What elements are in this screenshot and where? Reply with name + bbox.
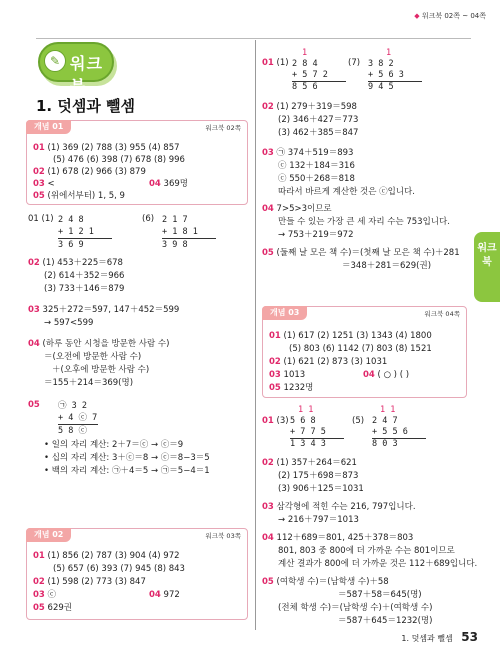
workbook-logo: ✎ 워크북 — [36, 42, 116, 86]
vertical-addition: 1 1 2 4 7 + 5 5 6 8 0 3 — [372, 405, 426, 450]
concept-box-03 — [262, 306, 467, 398]
workbook-ref: 워크북 04쪽 — [424, 310, 460, 318]
concept-label: 개념 03 — [262, 306, 307, 320]
concept-label: 개념 02 — [26, 528, 71, 542]
pencil-hand-icon: ✎ — [44, 50, 66, 72]
answer-line: ⓒ 132＋184＝316 — [278, 161, 355, 171]
answer-line: 04 112＋689＝801, 425＋378＝803 — [262, 533, 414, 543]
vertical-addition: 1 2 8 4 + 5 7 2 8 5 6 — [292, 48, 346, 93]
answer-line: → 753＋219＝972 — [278, 230, 354, 240]
workbook-side-tab[interactable]: 워크북 — [474, 232, 500, 302]
page-number: 53 — [461, 630, 478, 644]
question-sub: (5) — [352, 416, 365, 426]
workbook-ref: 워크북 02쪽 — [205, 124, 241, 132]
answer-line: 03 ⓒ — [33, 590, 57, 600]
answer-line: (5) 657 (6) 393 (7) 945 (8) 843 — [53, 564, 185, 574]
answer-line: 04 972 — [149, 590, 180, 600]
concept-label: 개념 01 — [26, 120, 71, 134]
answer-line: 03 < — [33, 179, 55, 189]
vertical-addition: 2 4 8 + 1 2 1 3 6 9 — [58, 214, 112, 251]
answer-line: 01 (1) 617 (2) 1251 (3) 1343 (4) 1800 — [269, 331, 432, 341]
answer-line: 04 ( ○ ) ( ) — [363, 370, 410, 380]
footer-section: 1. 덧셈과 뺄셈 — [401, 634, 453, 643]
answer-line: 05 1232명 — [269, 383, 314, 393]
answer-line: 계산 결과가 800에 더 가까운 것은 112＋689입니다. — [278, 559, 478, 569]
question-sub: (6) — [142, 214, 155, 224]
answer-line: 05 (여학생 수)＝(남학생 수)＋58 — [262, 577, 389, 587]
column-divider — [255, 40, 256, 630]
answer-line: 만들 수 있는 가장 큰 세 자리 수는 753입니다. — [278, 217, 450, 227]
answer-line: ＋(오후에 방문한 사람 수) — [52, 365, 150, 375]
answer-line: • 일의 자리 계산: 2＋7＝ⓒ → ⓒ＝9 — [44, 440, 184, 450]
vertical-addition: 1 1 5 6 8 + 7 7 5 1 3 4 3 — [290, 405, 344, 450]
header-divider — [36, 38, 471, 39]
answer-line: 03 325＋272＝597, 147＋452＝599 — [28, 305, 180, 315]
answer-line: 02 (1) 598 (2) 773 (3) 847 — [33, 577, 146, 587]
answer-line: → 216＋797＝1013 — [278, 515, 359, 525]
answer-line: • 백의 자리 계산: ㉠＋4＝5 → ㉠＝5−4＝1 — [44, 466, 210, 476]
question-sub: (7) — [348, 58, 361, 68]
vertical-addition: 1 3 8 2 + 5 6 3 9 4 5 — [368, 48, 422, 93]
question-01: 01 (3) — [262, 416, 289, 426]
answer-line: (2) 346＋427＝773 — [278, 115, 359, 125]
answer-line: (5) 803 (6) 1142 (7) 803 (8) 1521 — [289, 344, 432, 354]
answer-line: 02 (1) 453＋225＝678 — [28, 258, 123, 268]
answer-line: 02 (1) 357＋264＝621 — [262, 458, 357, 468]
answer-line: 03 ㉠ 374＋519＝893 — [262, 148, 354, 158]
answer-line: 01 (1) 856 (2) 787 (3) 904 (4) 972 — [33, 551, 180, 561]
answer-line: (2) 175＋698＝873 — [278, 471, 359, 481]
answer-line: 02 (1) 621 (2) 873 (3) 1031 — [269, 357, 388, 367]
answer-line: ＝155＋214＝369(명) — [44, 378, 134, 388]
answer-line: 01 (1) 369 (2) 788 (3) 955 (4) 857 — [33, 143, 180, 153]
concept-box-02 — [26, 528, 248, 620]
answer-line: (2) 614＋352＝966 — [44, 271, 125, 281]
answer-line: 02 (1) 678 (2) 966 (3) 879 — [33, 167, 146, 177]
answer-line: (전체 학생 수)＝(남학생 수)＋(여학생 수) — [278, 603, 433, 613]
vertical-addition: ㉠ 3 2 + 4 ⓒ 7 5 8 ⓒ — [58, 401, 98, 436]
answer-line: → 597<599 — [44, 318, 94, 328]
answer-line: 02 (1) 279＋319＝598 — [262, 102, 357, 112]
answer-line: ＝587＋58＝645(명) — [338, 590, 422, 600]
concept-box-01 — [26, 120, 248, 205]
page-footer — [401, 630, 478, 644]
answer-line: (3) 733＋146＝879 — [44, 284, 125, 294]
answer-line: 03 1013 — [269, 370, 306, 380]
answer-line: 801, 803 중 800에 더 가까운 수는 801이므로 — [278, 546, 455, 556]
answer-line: 05 (둘째 날 모은 책 수)＝(첫째 날 모은 책 수)＋281 — [262, 248, 460, 258]
section-title: 1. 덧셈과 뺄셈 — [36, 97, 136, 115]
answer-line: ＝587＋645＝1232(명) — [338, 616, 433, 626]
answer-line: 05 (위에서부터) 1, 5, 9 — [33, 191, 125, 201]
question-01: 01 (1) — [262, 58, 289, 68]
answer-line: 04 7>5>3이므로 — [262, 204, 332, 214]
answer-line: 04 (하루 동안 시청을 방문한 사람 수) — [28, 339, 170, 349]
answer-line: ＝(오전에 방문한 사람 수) — [44, 352, 142, 362]
answer-line: 05 629권 — [33, 603, 72, 613]
answer-line: ⓒ 550＋268＝818 — [278, 174, 355, 184]
answer-line: ＝348＋281＝629(권) — [342, 261, 432, 271]
answer-line: (5) 476 (6) 398 (7) 678 (8) 996 — [53, 155, 185, 165]
page-reference: ◆ 워크북 02쪽 ~ 04쪽 — [414, 12, 486, 20]
answer-line: (3) 906＋125＝1031 — [278, 484, 364, 494]
vertical-addition: 2 1 7 + 1 8 1 3 9 8 — [162, 214, 216, 251]
question-number: 05 — [28, 400, 40, 410]
workbook-ref: 워크북 03쪽 — [205, 532, 241, 540]
answer-line: 따라서 바르게 계산한 것은 ⓒ입니다. — [278, 187, 415, 197]
answer-line: (3) 462＋385＝847 — [278, 128, 359, 138]
answer-line: • 십의 자리 계산: 3＋ⓒ＝8 → ⓒ＝8−3＝5 — [44, 453, 210, 463]
answer-line: 04 369명 — [149, 179, 188, 189]
question-01: 01 (1) — [28, 214, 54, 224]
answer-line: 03 삼각형에 적힌 수는 216, 797입니다. — [262, 502, 416, 512]
